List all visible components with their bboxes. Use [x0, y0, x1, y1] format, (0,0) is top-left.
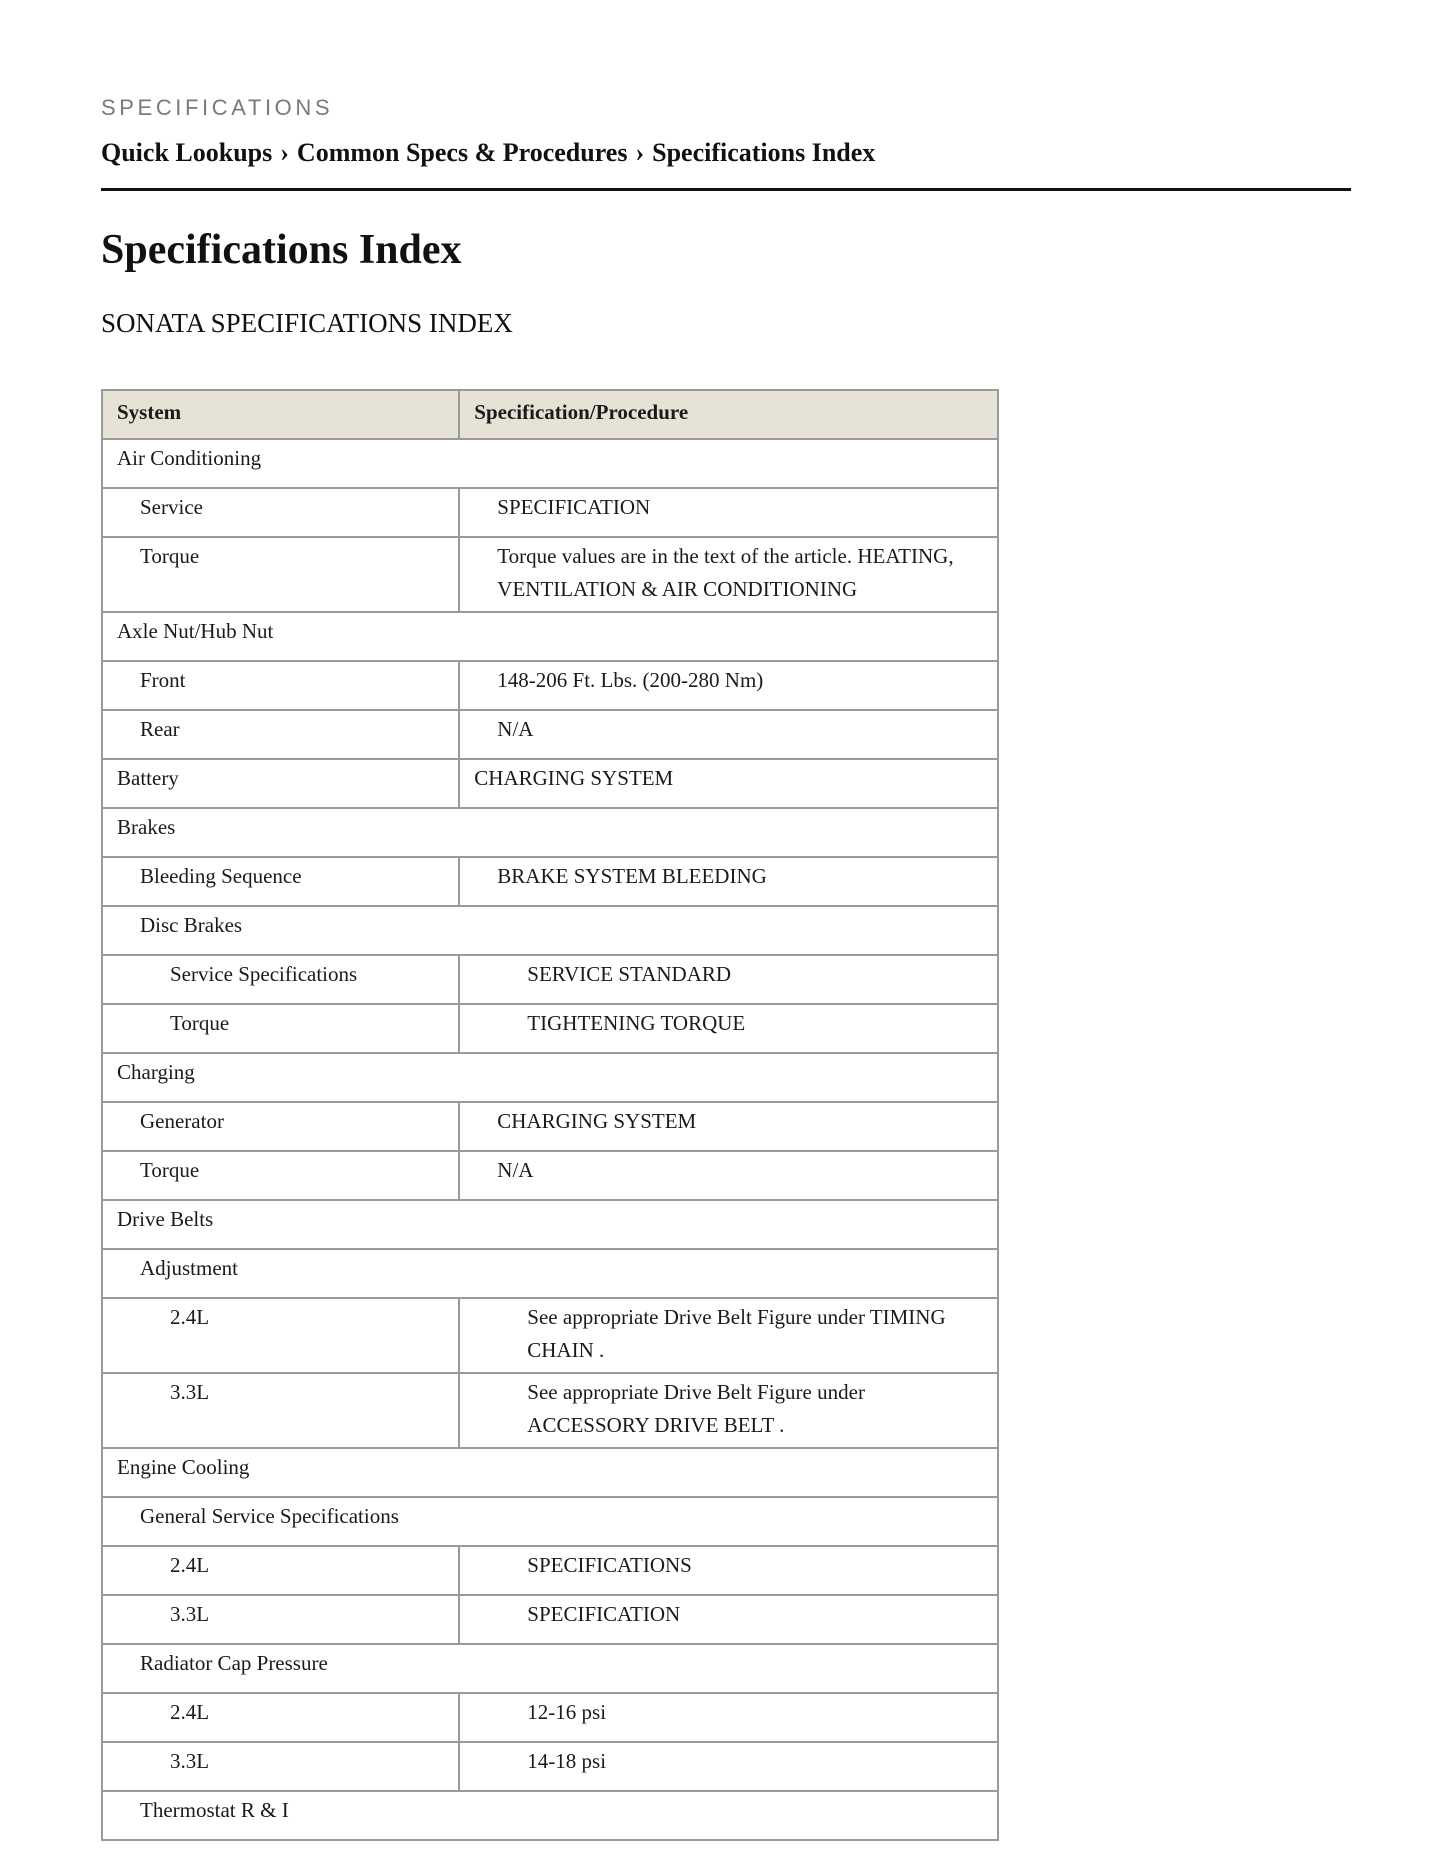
system-cell: 2.4L — [102, 1693, 459, 1742]
breadcrumb — [101, 138, 875, 168]
column-header-specification: Specification/Procedure — [459, 390, 998, 439]
table-row — [102, 1053, 998, 1102]
system-cell: Service — [102, 488, 459, 537]
table-row — [102, 1742, 998, 1791]
group-heading-cell: Radiator Cap Pressure — [102, 1644, 998, 1693]
breadcrumb-separator: › — [280, 138, 289, 167]
system-cell: 2.4L — [102, 1298, 459, 1373]
table-row — [102, 1200, 998, 1249]
table-row — [102, 488, 998, 537]
system-cell: 3.3L — [102, 1373, 459, 1448]
table-row — [102, 1791, 998, 1840]
system-cell: 3.3L — [102, 1595, 459, 1644]
group-heading-cell: Drive Belts — [102, 1200, 998, 1249]
table-row — [102, 710, 998, 759]
specification-cell[interactable]: SPECIFICATION — [459, 488, 998, 537]
table-row — [102, 1448, 998, 1497]
system-cell: Torque — [102, 1004, 459, 1053]
breadcrumb-separator: › — [635, 138, 645, 167]
system-cell: 3.3L — [102, 1742, 459, 1791]
breadcrumb-item-quick-lookups[interactable]: Quick Lookups — [101, 138, 273, 167]
group-heading-cell: Engine Cooling — [102, 1448, 998, 1497]
table-row — [102, 1373, 998, 1448]
specification-cell[interactable]: N/A — [459, 1151, 998, 1200]
system-cell: 2.4L — [102, 1546, 459, 1595]
group-heading-cell: Air Conditioning — [102, 439, 998, 488]
specification-cell[interactable]: CHARGING SYSTEM — [459, 1102, 998, 1151]
system-cell: Generator — [102, 1102, 459, 1151]
table-row — [102, 1497, 998, 1546]
specification-cell[interactable]: 148-206 Ft. Lbs. (200-280 Nm) — [459, 661, 998, 710]
group-heading-cell: Axle Nut/Hub Nut — [102, 612, 998, 661]
system-cell: Torque — [102, 1151, 459, 1200]
group-heading-cell: Brakes — [102, 808, 998, 857]
table-row — [102, 1546, 998, 1595]
specification-cell[interactable]: N/A — [459, 710, 998, 759]
column-header-system: System — [102, 390, 459, 439]
section-kicker: SPECIFICATIONS — [101, 95, 334, 120]
table-row — [102, 955, 998, 1004]
specification-cell[interactable]: BRAKE SYSTEM BLEEDING — [459, 857, 998, 906]
table-row — [102, 661, 998, 710]
specification-cell[interactable]: 14-18 psi — [459, 1742, 998, 1791]
table-row — [102, 759, 998, 808]
specification-cell[interactable]: CHARGING SYSTEM — [459, 759, 998, 808]
specification-cell[interactable]: SPECIFICATION — [459, 1595, 998, 1644]
table-row — [102, 1595, 998, 1644]
table-row — [102, 1298, 998, 1373]
specification-cell[interactable]: TIGHTENING TORQUE — [459, 1004, 998, 1053]
specification-cell[interactable]: 12-16 psi — [459, 1693, 998, 1742]
specification-cell[interactable]: SPECIFICATIONS — [459, 1546, 998, 1595]
table-row — [102, 1693, 998, 1742]
group-heading-cell: Disc Brakes — [102, 906, 998, 955]
system-cell: Service Specifications — [102, 955, 459, 1004]
table-row — [102, 1249, 998, 1298]
group-heading-cell: Charging — [102, 1053, 998, 1102]
system-cell: Torque — [102, 537, 459, 612]
group-heading-cell: Thermostat R & I — [102, 1791, 998, 1840]
specifications-table — [101, 389, 999, 1841]
system-cell: Front — [102, 661, 459, 710]
table-header-row — [102, 390, 998, 439]
breadcrumb-item-specifications-index: Specifications Index — [652, 138, 876, 167]
table-row — [102, 808, 998, 857]
specification-cell[interactable]: See appropriate Drive Belt Figure under ACCESSORY DRIVE BELT . — [459, 1373, 998, 1448]
page-title: Specifications Index — [101, 227, 462, 273]
table-row — [102, 1102, 998, 1151]
group-heading-cell: Adjustment — [102, 1249, 998, 1298]
specification-cell[interactable]: Torque values are in the text of the article. HEATING, VENTILATION & AIR CONDITIONING — [459, 537, 998, 612]
table-row — [102, 906, 998, 955]
table-row — [102, 1004, 998, 1053]
breadcrumb-item-common-specs[interactable]: Common Specs & Procedures — [296, 138, 628, 167]
table-row — [102, 1644, 998, 1693]
group-heading-cell: General Service Specifications — [102, 1497, 998, 1546]
page-subtitle: SONATA SPECIFICATIONS INDEX — [101, 308, 513, 338]
table-row — [102, 612, 998, 661]
system-cell: Battery — [102, 759, 459, 808]
table-row — [102, 1151, 998, 1200]
specification-cell[interactable]: SERVICE STANDARD — [459, 955, 998, 1004]
header-divider — [101, 188, 1351, 191]
table-row — [102, 439, 998, 488]
table-row — [102, 537, 998, 612]
table-body — [102, 439, 998, 1840]
specification-cell[interactable]: See appropriate Drive Belt Figure under TIMING CHAIN . — [459, 1298, 998, 1373]
system-cell: Bleeding Sequence — [102, 857, 459, 906]
table-row — [102, 857, 998, 906]
system-cell: Rear — [102, 710, 459, 759]
